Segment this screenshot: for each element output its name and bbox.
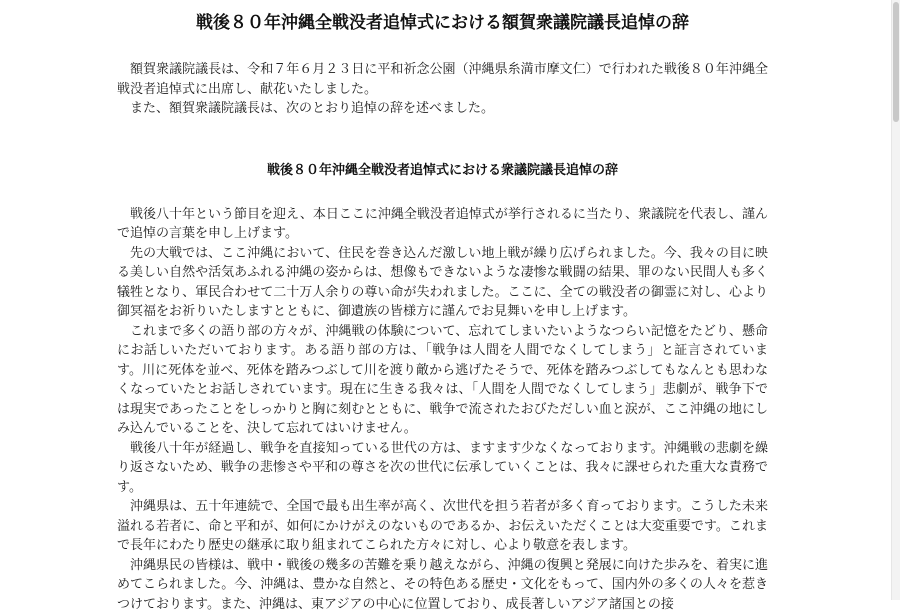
speech-paragraph: 戦後八十年という節目を迎え、本日ここに沖縄全戦没者追悼式が挙行されるに当たり、衆議院を代表し、謹んで追悼の言葉を申し上げます。	[117, 205, 768, 244]
speech-paragraph: 沖縄県民の皆様は、戦中・戦後の幾多の苦難を乗り越えながら、沖縄の復興と発展に向けた歩みを、着実に進めてこられました。今、沖縄は、豊かな自然と、その特色ある歴史・文化をもって、国内外の多くの人々を惹きつけております。また、沖縄は、東アジアの中心に位置しており、成長著しいアジア諸国との接	[117, 556, 768, 614]
scrollbar-thumb[interactable]	[893, 2, 899, 122]
vertical-scrollbar[interactable]	[891, 0, 900, 600]
speech-body	[117, 205, 768, 614]
speech-paragraph: 先の大戦では、ここ沖縄において、住民を巻き込んだ激しい地上戦が繰り広げられました。今、我々の目に映る美しい自然や活気あふれる沖縄の姿からは、想像もできないような凄惨な戦闘の結果、罪のない民間人も多く犠牲となり、軍民合わせて二十万人余りの尊い命が失われました。ここに、全ての戦没者の御霊に対し、心より御冥福をお祈りいたしますとともに、御遺族の皆様方に謹んでお見舞いを申し上げます。	[117, 244, 768, 322]
intro-paragraph: また、額賀衆議院議長は、次のとおり追悼の辞を述べました。	[117, 99, 768, 119]
intro-paragraph: 額賀衆議院議長は、令和７年６月２３日に平和祈念公園（沖縄県糸満市摩文仁）で行われた戦後８０年沖縄全戦没者追悼式に出席し、献花いたしました。	[117, 60, 768, 99]
speech-paragraph: 沖縄県は、五十年連続で、全国で最も出生率が高く、次世代を担う若者が多く育っております。こうした未来溢れる若者に、命と平和が、如何にかけがえのないものであるか、お伝えいただくことは大変重要です。これまで長年にわたり歴史の継承に取り組まれてこられた方々に対し、心より敬意を表します。	[117, 497, 768, 556]
document-page	[117, 0, 768, 614]
speech-paragraph: これまで多くの語り部の方々が、沖縄戦の体験について、忘れてしまいたいようなつらい記憶をたどり、懸命にお話しいただいております。ある語り部の方は、「戦争は人間を人間でなくしてしまう」と証言されています。川に死体を並べ、死体を踏みつぶして川を渡り敵から逃げたそうで、死体を踏みつぶしてもなんとも思わなくなっていたとお話しされています。現在に生きる我々は、「人間を人間でなくしてしまう」悲劇が、戦争下では現実であったことをしっかりと胸に刻むとともに、戦争で流されたおびただしい血と涙が、ここ沖縄の地にしみ込んでいることを、決して忘れてはいけません。	[117, 322, 768, 439]
page-title: 戦後８０年沖縄全戦没者追悼式における額賀衆議院議長追悼の辞	[117, 10, 768, 36]
speech-paragraph: 戦後八十年が経過し、戦争を直接知っている世代の方は、ますます少なくなっております。沖縄戦の悲劇を繰り返さないため、戦争の悲惨さや平和の尊さを次の世代に伝承していくことは、我々に課せられた重大な責務です。	[117, 439, 768, 498]
intro-section	[117, 60, 768, 119]
speech-title: 戦後８０年沖縄全戦没者追悼式における衆議院議長追悼の辞	[117, 161, 768, 181]
